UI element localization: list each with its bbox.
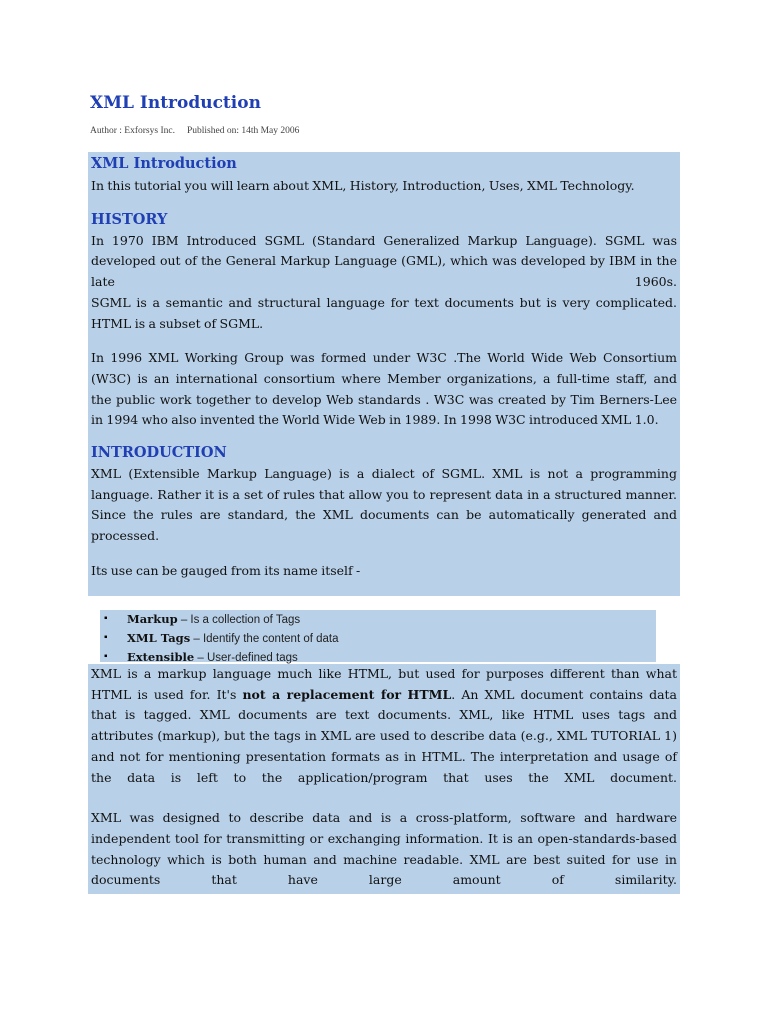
feature-list [100,610,656,662]
introduction-paragraph-1: XML (Extensible Markup Language) is a dialect of SGML. XML is not a programming language. Rather it is a set of rules that allow you to represent data in a structured manner. Since the rules are standard, the XML documents can be automatically generated and processed. [91,466,677,544]
history-paragraph-1: In 1970 IBM Introduced SGML (Standard Generalized Markup Language). SGML was developed out of the General Markup Language (GML), which was developed by IBM in the late 1960s. SGML is a semantic and structural language for text documents but is very complicated. HTML is a subset of SGML. [91,232,677,331]
emphasis-text: not a replacement for HTML [242,686,452,702]
history-paragraph-2: In 1996 XML Working Group was formed under W3C .The World Wide Web Consortium (W3C) is an international consortium where Member organizations, a full-time staff, and the public work together to develop Web standards . W3C was created by Tim Berners-Lee in 1994 who also invented the World Wide Web in 1989. In 1998 W3C introduced XML 1.0. [91,350,677,428]
bullet-icon: ▪ [104,651,108,662]
section-heading-introduction: INTRODUCTION [91,444,227,462]
introduction-paragraph-2: Its use can be gauged from its name itself - [91,562,361,578]
byline [90,126,299,136]
body-paragraph-2: XML was designed to describe data and is a cross-platform, software and hardware independent tool for transmitting or exchanging information. It is an open-standards-based technology which is both human and machine readable. XML are best suited for use in documents that have large amount of similarity. [91,810,677,888]
highlighted-section-bottom [88,664,680,894]
intro-paragraph: In this tutorial you will learn about XML, History, Introduction, Uses, XML Technology. [91,178,635,193]
author: Author : Exforsys Inc. [90,126,175,136]
bullet-icon: ▪ [104,613,108,624]
list-item: ▪ Markup – Is a collection of Tags [104,612,301,626]
section-heading-intro: XML Introduction [91,155,237,172]
section-heading-history: HISTORY [91,210,168,228]
page-title: XML Introduction [90,93,261,113]
published-date: Published on: 14th May 2006 [186,126,300,136]
bullet-icon: ▪ [104,632,108,643]
list-item: ▪ Extensible – User-defined tags [104,650,298,664]
highlighted-section-top [88,152,680,596]
list-item: ▪ XML Tags – Identify the content of data [104,631,339,645]
body-paragraph-1: XML is a markup language much like HTML, but used for purposes different than what HTML is used for. It's not a replacement for HTML. An XML document contains data that is tagged. XML documents are text documents. XML, like HTML uses tags and attributes (markup), but the tags in XML are used to describe data (e.g., XML TUTORIAL 1) and not for mentioning presentation formats as in HTML. The interpretation and usage of the data is left to the application/program that uses the XML document. [91,666,677,785]
